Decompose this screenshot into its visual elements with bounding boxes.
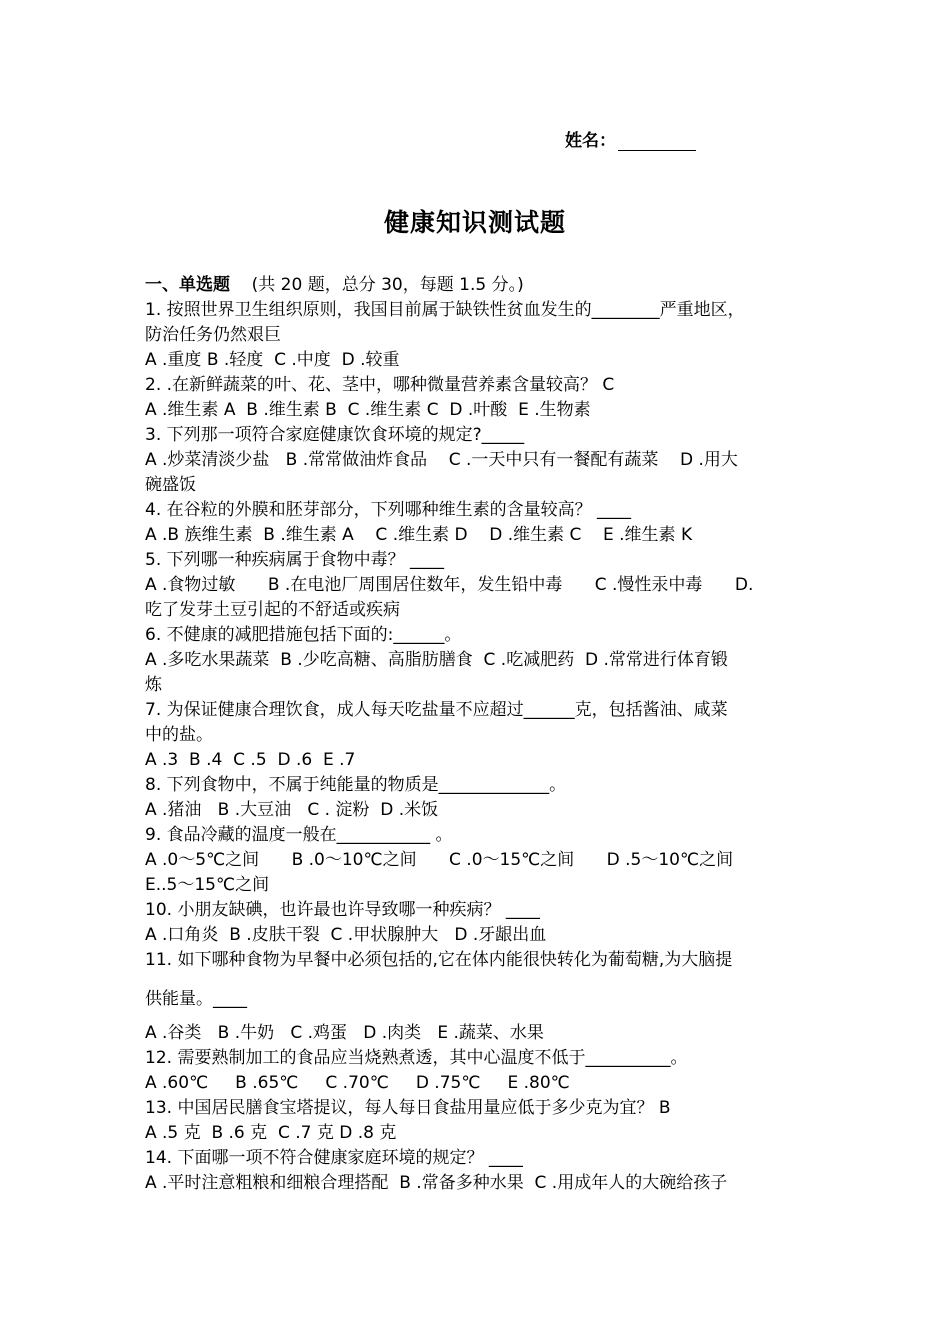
text-line: 11. 如下哪种食物为早餐中必须包括的,它在体内能很快转化为葡萄糖,为大脑提 bbox=[145, 950, 733, 970]
document-title: 健康知识测试题 bbox=[383, 208, 566, 237]
text-line: 13. 中国居民膳食宝塔提议，每人每日食盐用量应低于多少克为宜？ B bbox=[145, 1098, 671, 1118]
text-line: 4. 在谷粒的外膜和胚芽部分，下列哪种维生素的含量较高？ ____ bbox=[145, 500, 632, 520]
section-heading bbox=[145, 273, 825, 298]
text-line: 5. 下列哪一种疾病属于食物中毒？ ____ bbox=[145, 550, 445, 570]
name-blank-line[interactable] bbox=[618, 132, 696, 151]
text-line: 6. 不健康的减肥措施包括下面的:______。 bbox=[145, 625, 462, 645]
text-line: A .60℃ B .65℃ C .70℃ D .75℃ E .80℃ bbox=[145, 1073, 570, 1093]
text-line: A .3 B .4 C .5 D .6 E .7 bbox=[145, 750, 356, 770]
name-field bbox=[565, 126, 696, 151]
text-line: A .B 族维生素 B .维生素 A C .维生素 D D .维生素 C E .维生素 K bbox=[145, 525, 693, 545]
text-line: 吃了发芽土豆引起的不舒适或疾病 bbox=[145, 600, 400, 620]
text-line: 1. 按照世界卫生组织原则，我国目前属于缺铁性贫血发生的________严重地区， bbox=[145, 300, 745, 320]
text-line: 10. 小朋友缺碘，也许最也许导致哪一种疾病？ ____ bbox=[145, 900, 540, 920]
text-line: A .炒菜清淡少盐 B .常常做油炸食品 C .一天中只有一餐配有蔬菜 D .用大 bbox=[145, 450, 738, 470]
text-line: A .维生素 A B .维生素 B C .维生素 C D .叶酸 E .生物素 bbox=[145, 400, 591, 420]
text-line: A .重度 B .轻度 C .中度 D .较重 bbox=[145, 350, 400, 370]
text-line: 9. 食品冷藏的温度一般在___________ 。 bbox=[145, 825, 453, 845]
section-info: (共 20 题，总分 30，每题 1.5 分。) bbox=[251, 275, 524, 295]
text-line: A .猪油 B .大豆油 C . 淀粉 D .米饭 bbox=[145, 800, 439, 820]
section-label: 一、单选题 bbox=[145, 275, 230, 295]
text-line: 14. 下面哪一项不符合健康家庭环境的规定？ ____ bbox=[145, 1148, 523, 1168]
text-line: 3. 下列那一项符合家庭健康饮食环境的规定?_____ bbox=[145, 425, 525, 445]
text-line: E..5～15℃之间 bbox=[145, 875, 270, 895]
question-body bbox=[145, 273, 825, 1196]
name-label: 姓名： bbox=[565, 131, 616, 151]
text-line: 7. 为保证健康合理饮食，成人每天吃盐量不应超过______克，包括酱油、咸菜 bbox=[145, 700, 728, 720]
text-line: 2. .在新鲜蔬菜的叶、花、茎中，哪种微量营养素含量较高？ C bbox=[145, 375, 615, 395]
text-line: 碗盛饭 bbox=[145, 475, 196, 495]
text-line: A .谷类 B .牛奶 C .鸡蛋 D .肉类 E .蔬菜、水果 bbox=[145, 1023, 544, 1043]
text-line: 12. 需要熟制加工的食品应当烧熟煮透，其中心温度不低于__________。 bbox=[145, 1048, 688, 1068]
text-line: A .食物过敏 B .在电池厂周围居住数年，发生铅中毒 C .慢性汞中毒 D. bbox=[145, 575, 754, 595]
text-line: 中的盐。 bbox=[145, 725, 213, 745]
text-line: 炼 bbox=[145, 675, 162, 695]
text-line: A .0～5℃之间 B .0～10℃之间 C .0～15℃之间 D .5～10℃之间 bbox=[145, 850, 734, 870]
text-line: A .多吃水果蔬菜 B .少吃高糖、高脂肪膳食 C .吃减肥药 D .常常进行体育锻 bbox=[145, 650, 728, 670]
text-line: A .5 克 B .6 克 C .7 克 D .8 克 bbox=[145, 1123, 397, 1143]
text-line: A .口角炎 B .皮肤干裂 C .甲状腺肿大 D .牙龈出血 bbox=[145, 925, 547, 945]
text-line: 8. 下列食物中，不属于纯能量的物质是_____________。 bbox=[145, 775, 567, 795]
text-line: 防治任务仍然艰巨 bbox=[145, 325, 281, 345]
text-line: 供能量。____ bbox=[145, 989, 247, 1009]
text-line: A .平时注意粗粮和细粮合理搭配 B .常备多种水果 C .用成年人的大碗给孩子 bbox=[145, 1173, 728, 1193]
